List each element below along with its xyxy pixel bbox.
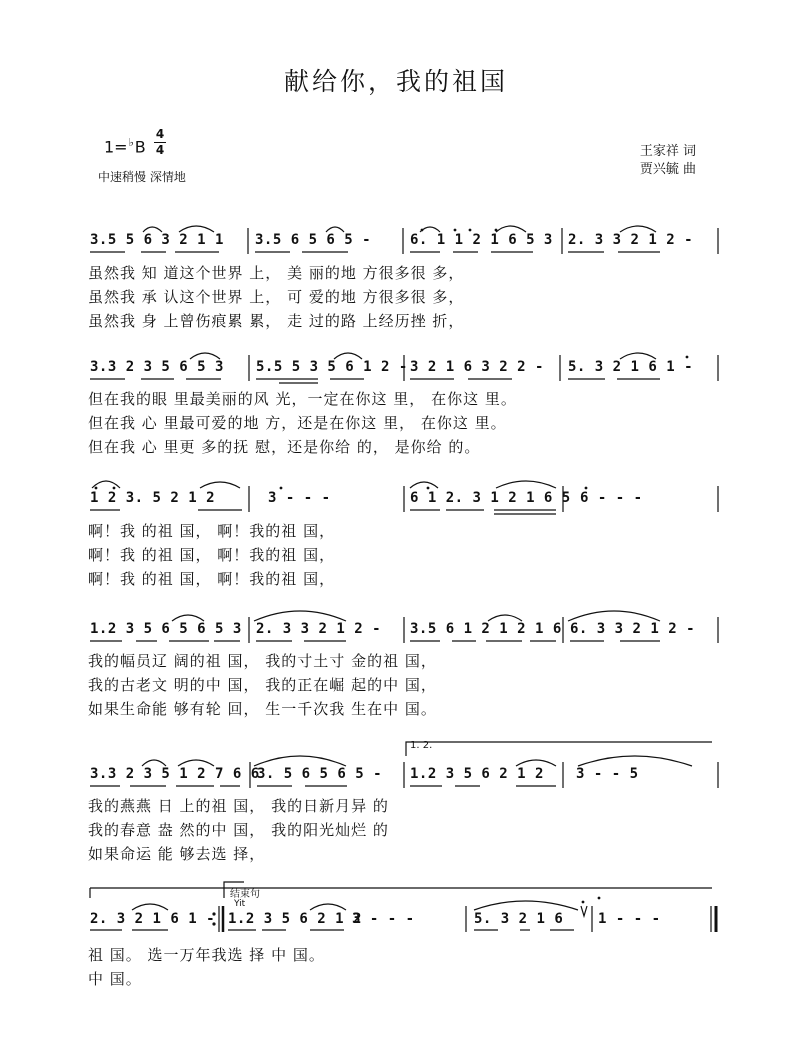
measure-21: 2. 3 2 1 6 1 - [90,911,216,927]
measure-17: 3.3 2 3 5 1 2 7 6 6 [90,766,260,782]
composer-credit: 贾兴毓 曲 [639,162,696,177]
key-note: B [134,137,146,157]
measure-24: 5. 3 2 1 6 [474,911,564,927]
lyric-line: 虽然我 承 认这个世界 上， 可 爱的地 方很多很 多， [88,288,465,306]
measure-20: 3 - - 5 [576,766,639,782]
lyric-line: 我的燕燕 日 上的祖 国， 我的日新月异 的 [88,797,389,815]
lyric-line: 啊！我 的祖 国， 啊！我的祖 国， [88,546,336,564]
measure-8: 5. 3 2 1 6 1 - [568,359,694,375]
lyric-line: 但在我 心 里最可爱的地 方，还是在你这 里， 在你这 里。 [88,414,507,432]
measure-11: 6 1 2. 3 1 2 1 6 5 [410,490,571,506]
key-prefix: 1= [104,137,128,157]
lyric-line: 虽然我 身 上曾伤痕累 累， 走 过的路 上经历挫 折， [88,312,465,330]
measure-3: 6. 1 1 2 1 6 5 3 [410,232,553,248]
measure-22: 1.2 3 5 6 2 1 2 [228,911,362,927]
measure-9: 1 2 3. 5 2 1 2 [90,490,216,506]
meter-bottom: 4 [155,143,165,157]
lyric-line: 但在我的眼 里最美丽的风 光，一定在你这 里， 在你这 里。 [88,390,517,408]
measure-14: 2. 3 3 2 1 2 - [256,621,382,637]
measure-25: 1 - - - [598,911,661,927]
lyric-line: 但在我 心 里更 多的抚 慰，还是你给 的， 是你给 的。 [88,438,481,456]
lyric-line: 如果命运 能 够去选 择， [88,845,266,863]
flat-symbol: ♭ [128,136,134,149]
coda-label: 结束句 [230,889,260,900]
measure-10: 3 - - - [268,490,331,506]
lyric-line: 啊！我 的祖 国， 啊！我的祖 国， [88,522,336,540]
coda-sublabel: Yit [234,899,246,909]
measure-4: 2. 3 3 2 1 2 - [568,232,694,248]
measure-5: 3.3 2 3 5 6 5 3 [90,359,224,375]
lyric-line: 我的幅员辽 阔的祖 国， 我的寸土寸 金的祖 国， [88,652,437,670]
measure-12: 6 - - - [580,490,643,506]
measure-6: 5.5 5 3 5 6 1 2 - [256,359,408,375]
lyric-line: 虽然我 知 道这个世界 上， 美 丽的地 方很多很 多， [88,264,465,282]
measure-13: 1.2 3 5 6 5 6 5 3 [90,621,242,637]
measure-19: 1.2 3 5 6 2 1 2 [410,766,544,782]
measure-1: 3.5 5 6 3 2 1 1 [90,232,224,248]
lyric-line: 我的春意 盎 然的中 国， 我的阳光灿烂 的 [88,821,389,839]
lyricist-credit: 王家祥 词 [639,144,696,159]
lyric-line: 啊！我 的祖 国， 啊！我的祖 国， [88,570,336,588]
volta-label: 1. 2. [410,740,433,751]
measure-18: 3. 5 6 5 6 5 - [257,766,383,782]
song-title: 献给你，我的祖国 [283,67,508,96]
measure-2: 3.5 6 5 6 5 - [255,232,372,248]
measure-15: 3.5 6 1 2 1 2 1 6 [410,621,562,637]
lyric-line: 中 国。 [88,970,142,988]
tempo-marking: 中速稍慢 深情地 [98,170,186,184]
measure-7: 3 2 1 6 3 2 2 - [410,359,544,375]
measure-23: 3 - - - [352,911,415,927]
lyric-line: 如果生命能 够有轮 回， 生一千次我 生在中 国。 [88,700,437,718]
lyric-line: 祖 国。 选一万年我选 择 中 国。 [88,946,325,964]
lyric-line: 我的古老文 明的中 国， 我的正在崛 起的中 国， [88,676,437,694]
meter-top: 4 [155,127,165,141]
measure-16: 6. 3 3 2 1 2 - [570,621,696,637]
